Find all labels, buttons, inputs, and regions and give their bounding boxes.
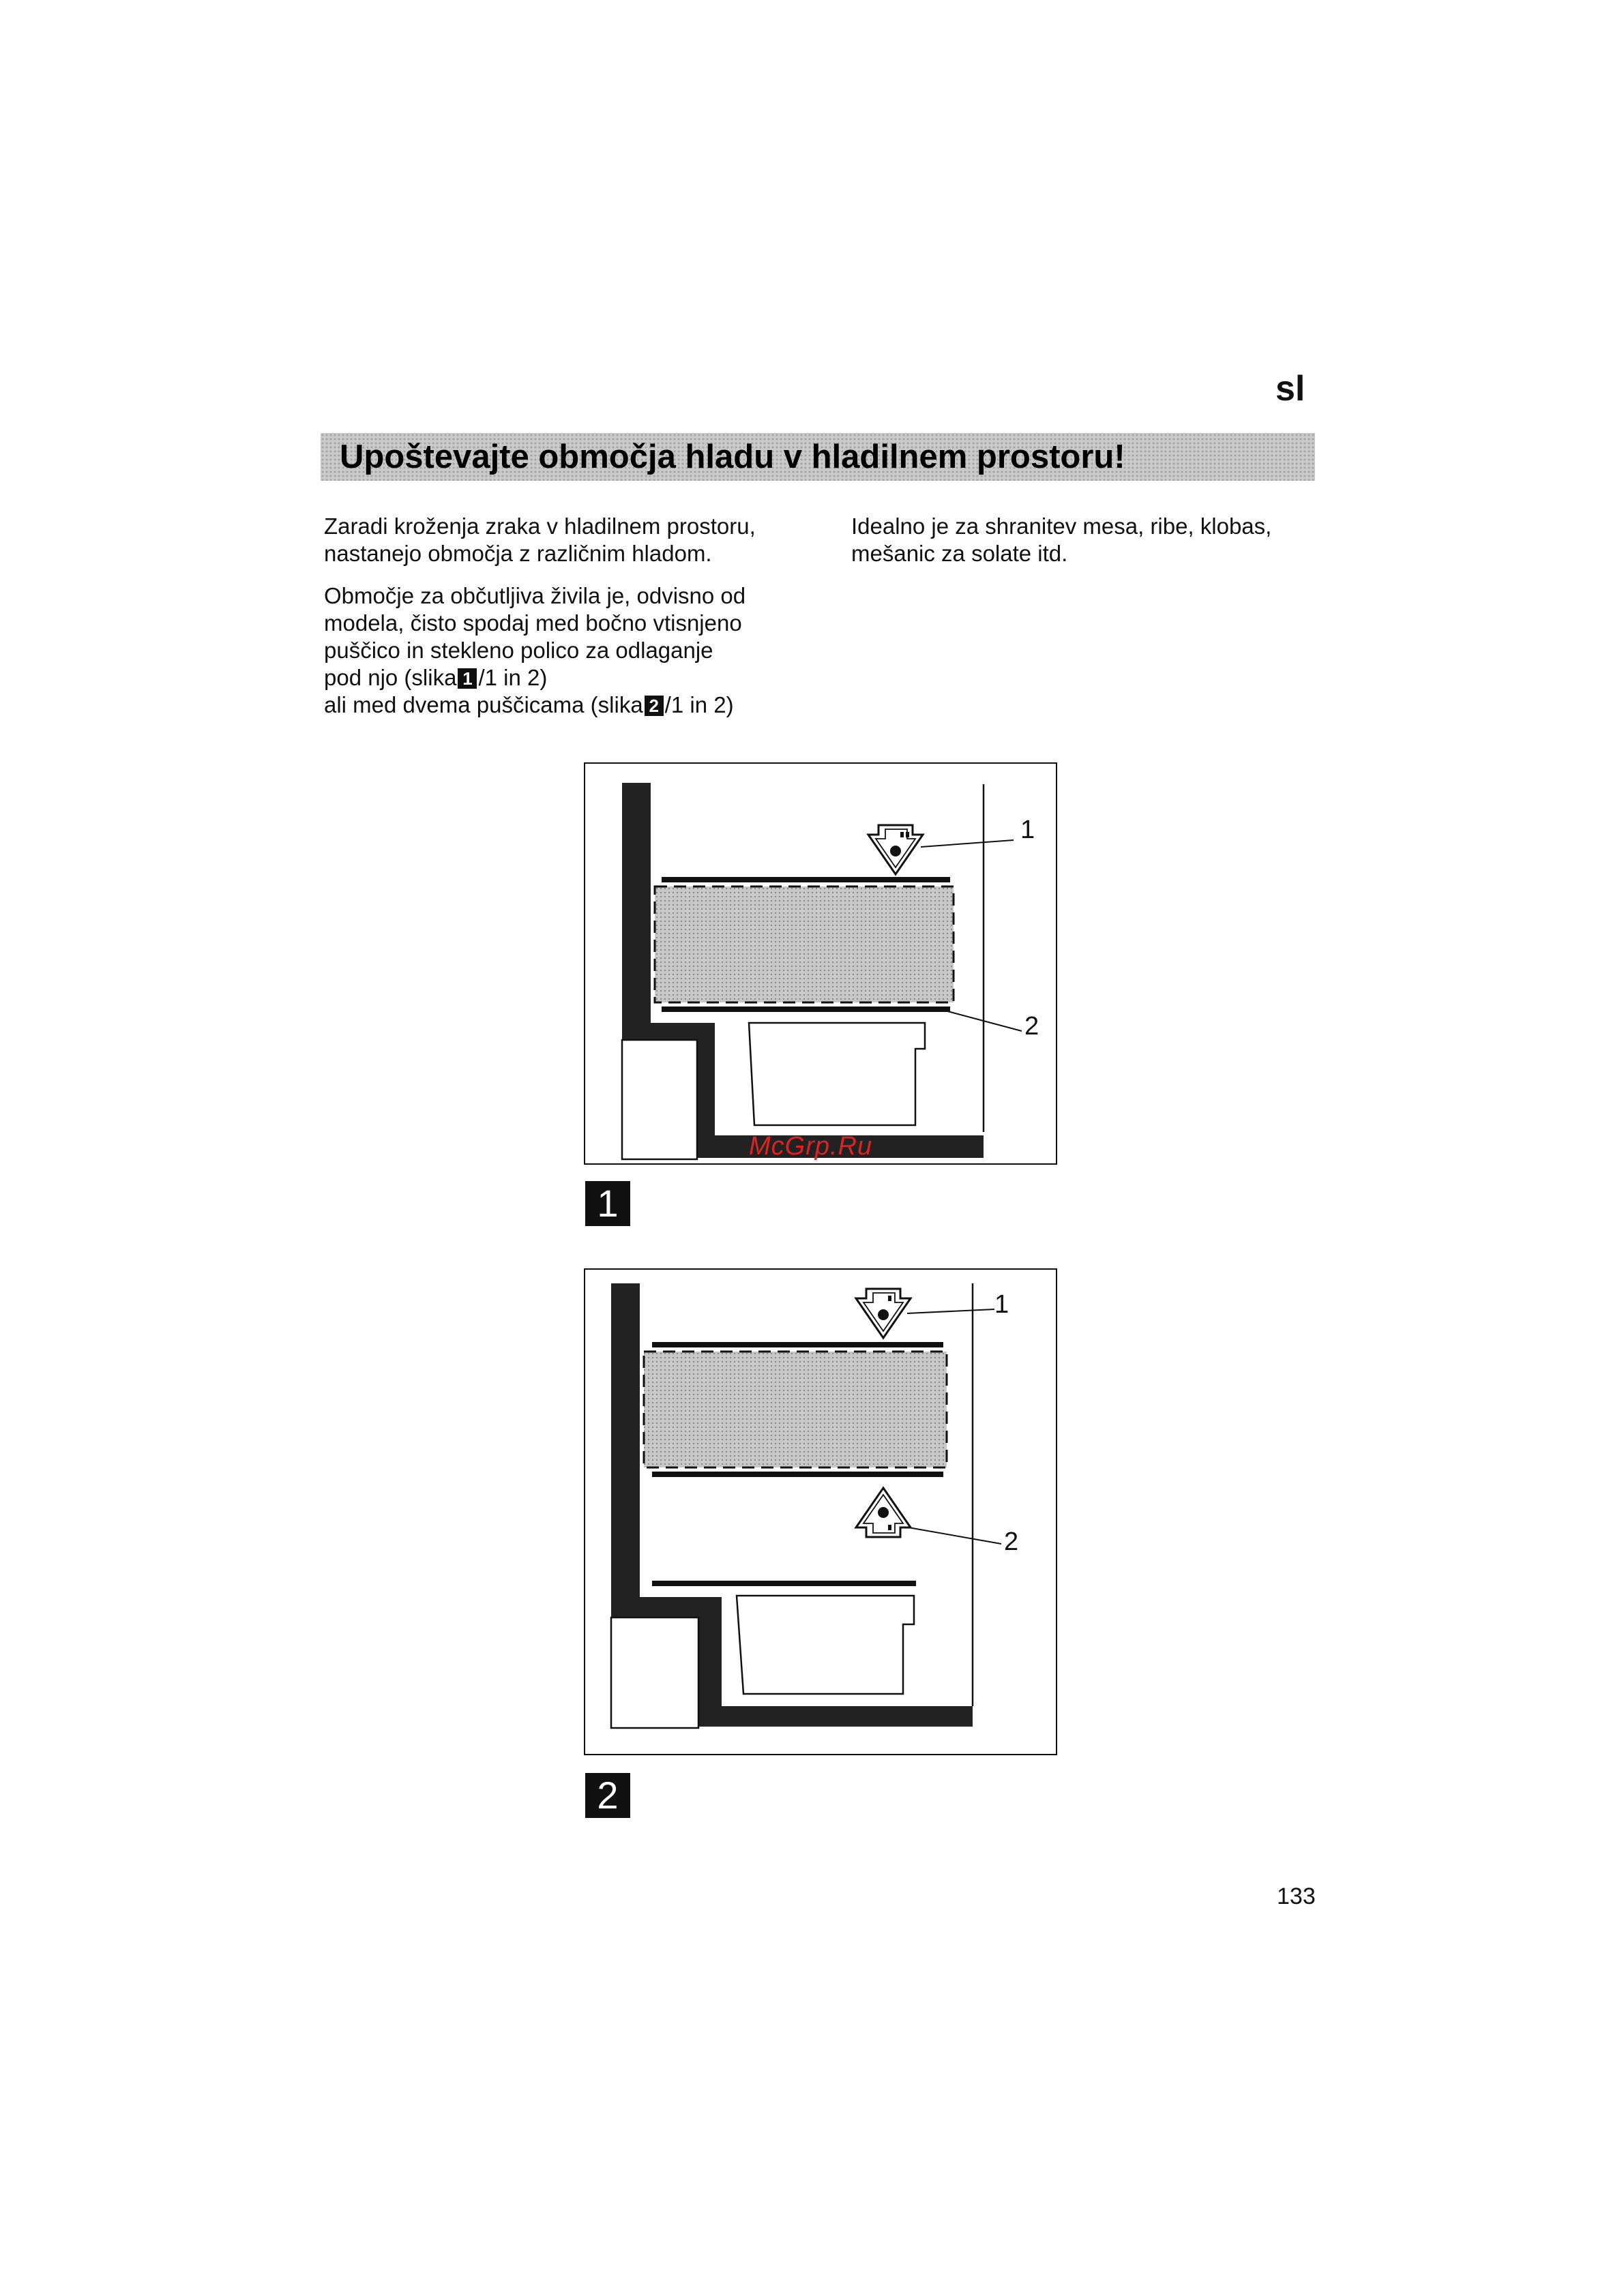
lower-compartment <box>611 1617 698 1728</box>
language-code: sl <box>1275 369 1305 408</box>
figure-ref-1: 1 <box>458 668 477 689</box>
leader-line-2 <box>940 1009 1022 1031</box>
zone-arrow-bottom-icon <box>856 1488 911 1537</box>
paragraph-ideal-storage: Idealno je za shranitev mesa, ribe, klobas, mešanic za solate itd. <box>851 513 1272 566</box>
callout-1: 1 <box>1020 816 1035 844</box>
figure-2-frame <box>584 1268 1057 1755</box>
cold-zone <box>655 886 954 1002</box>
figure-ref-2: 2 <box>645 696 664 716</box>
zone-line-4-start: pod njo (slika <box>324 665 457 690</box>
leader-line-1 <box>907 1309 994 1313</box>
page-title: Upoštevajte območja hladu v hladilnem prostoru! <box>340 438 1125 475</box>
zone-line-1: Območje za občutljiva živila je, odvisno od <box>324 583 746 608</box>
lower-compartment <box>622 1040 697 1159</box>
figure-1-drawing <box>585 764 1059 1166</box>
zone-arrow-symbol-icon <box>868 825 923 874</box>
paragraph-sensitive-zone <box>324 582 815 719</box>
callout-2: 2 <box>1024 1012 1039 1041</box>
vegetable-drawer <box>737 1596 914 1694</box>
callout-1: 1 <box>994 1290 1009 1319</box>
zone-line-2: modela, čisto spodaj med bočno vtisnjeno <box>324 610 742 636</box>
zone-line-5-end: /1 in 2) <box>664 692 734 717</box>
figure-2-number: 2 <box>585 1773 630 1818</box>
zone-line-3: puščico in stekleno polico za odlaganje <box>324 638 713 663</box>
zone-line-5-start: ali med dvema puščicama (slika <box>324 692 643 717</box>
leader-line-2 <box>909 1527 1001 1544</box>
watermark: McGrp.Ru <box>749 1132 873 1161</box>
page-number: 133 <box>1277 1883 1316 1909</box>
paragraph-air-circulation: Zaradi kroženja zraka v hladilnem prostoru, nastanejo območja z različnim hladom. <box>324 513 756 566</box>
callout-2: 2 <box>1004 1527 1019 1556</box>
figure-1-frame <box>584 762 1057 1165</box>
figure-1-number: 1 <box>585 1181 630 1226</box>
zone-line-4-end: /1 in 2) <box>478 665 548 690</box>
right-column <box>851 513 1329 582</box>
title-band <box>321 433 1315 481</box>
figure-2-drawing <box>585 1270 1059 1757</box>
left-column <box>324 513 815 734</box>
leader-line-1 <box>921 840 1014 847</box>
vegetable-drawer <box>749 1023 925 1125</box>
zone-arrow-top-icon <box>856 1289 911 1338</box>
cold-zone <box>644 1352 947 1467</box>
